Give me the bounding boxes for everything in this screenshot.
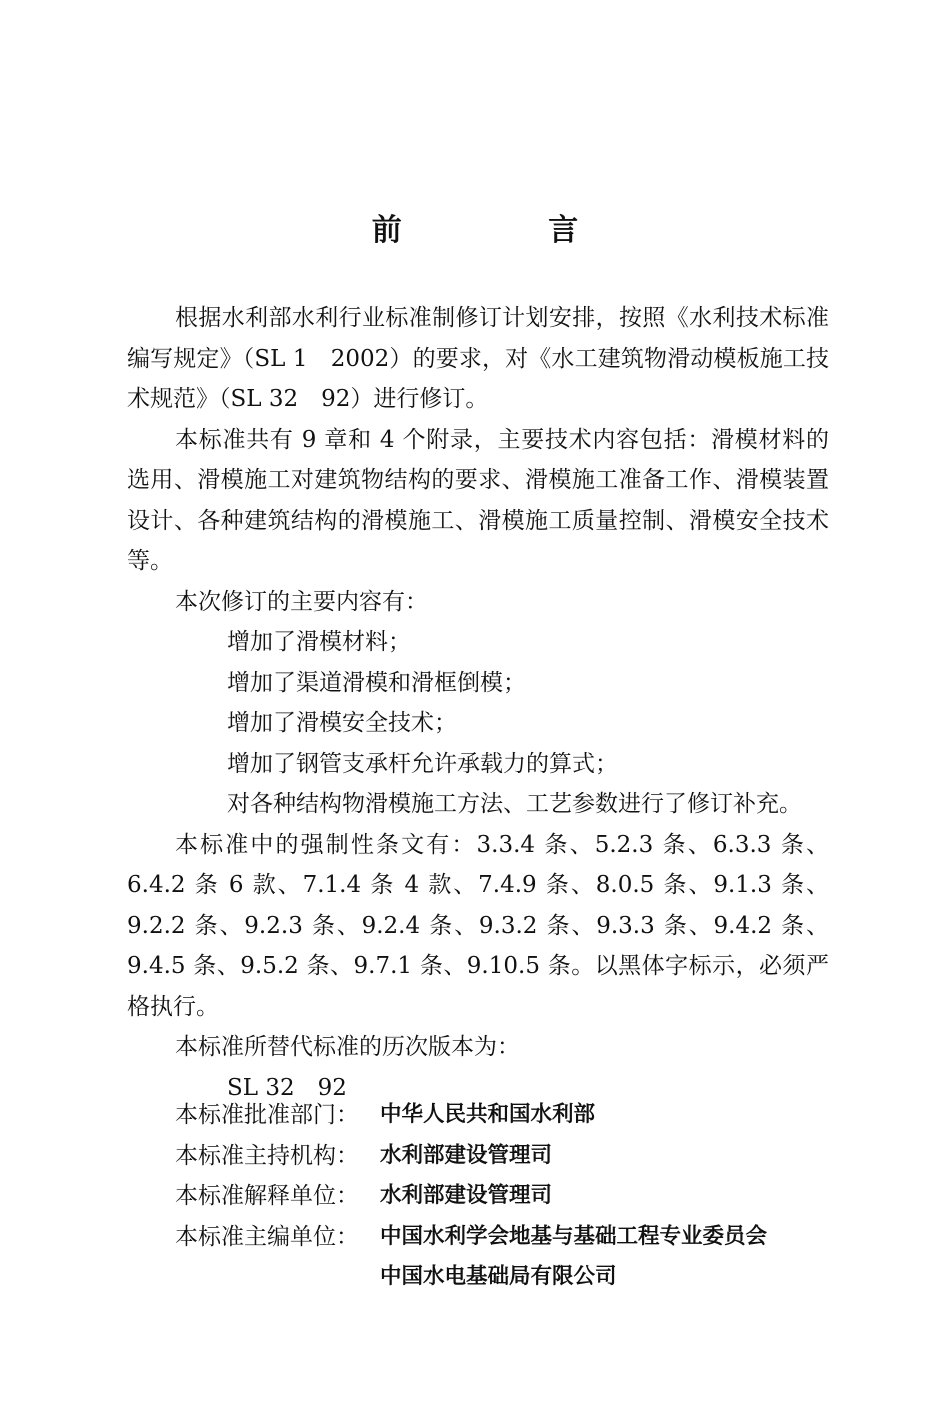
paragraph-revision-basis: 根据水利部水利行业标准制修订计划安排，按照《水利技术标准编写规定》（SL 1 2002）的要求，对《水工建筑物滑动模板施工技术规范》（SL 32 92）进行修订。 bbox=[127, 305, 829, 412]
info-label: 本标准主编单位： bbox=[175, 1223, 359, 1250]
paragraph-contents-summary: 本标准共有 9 章和 4 个附录，主要技术内容包括：滑模材料的选用、滑模施工对建筑物结构的要求、滑模施工准备工作、滑模装置设计、各种建筑结构的滑模施工、滑模施工质量控制、滑模安全技术等。 bbox=[127, 426, 829, 574]
info-row-host bbox=[175, 1136, 835, 1177]
revision-list bbox=[127, 622, 829, 825]
standard-info bbox=[175, 1095, 835, 1298]
info-value: 中华人民共和国水利部 bbox=[380, 1102, 596, 1127]
info-row-interpret bbox=[175, 1176, 835, 1217]
info-value: 水利部建设管理司 bbox=[380, 1183, 553, 1208]
preface-body bbox=[127, 298, 829, 1108]
paragraph-replaced-intro: 本标准所替代标准的历次版本为： bbox=[175, 1034, 520, 1060]
info-value: 中国水电基础局有限公司 bbox=[380, 1264, 617, 1289]
list-item: 对各种结构物滑模施工方法、工艺参数进行了修订补充。 bbox=[227, 791, 802, 817]
replaced-version: SL 32 92 bbox=[227, 1074, 347, 1101]
list-item: 增加了渠道滑模和滑框倒模； bbox=[227, 669, 526, 696]
editor-units bbox=[380, 1217, 767, 1298]
list-item: 增加了滑模安全技术； bbox=[227, 710, 457, 736]
list-item: 增加了钢管支承杆允许承载力的算式； bbox=[227, 750, 618, 777]
paragraph-revision-intro: 本次修订的主要内容有： bbox=[175, 588, 428, 615]
page-title: 前 言 bbox=[371, 213, 647, 248]
info-label: 本标准主持机构： bbox=[175, 1142, 359, 1169]
info-value: 中国水利学会地基与基础工程专业委员会 bbox=[380, 1223, 768, 1249]
list-item: 增加了滑模材料； bbox=[227, 629, 411, 655]
info-row-approval bbox=[175, 1095, 835, 1136]
info-value: 水利部建设管理司 bbox=[380, 1142, 553, 1168]
info-row-editor bbox=[175, 1217, 835, 1298]
paragraph-mandatory-clauses: 本标准中的强制性条文有：3.3.4 条、5.2.3 条、6.3.3 条、6.4.2 条 6 款、7.1.4 条 4 款、7.4.9 条、8.0.5 条、9.1.3 条、9.2.2 条、9.2.3 条、9.2.4 条、9.3.2 条、9.3.3 条、9.4.2 条、9.4.5 条、9.5.2 条、9.7.1 条、9.10.5 条。以黑体字标示，必须严格执行。 bbox=[127, 831, 829, 1020]
info-label: 本标准批准部门： bbox=[175, 1102, 359, 1128]
info-label: 本标准解释单位： bbox=[175, 1183, 359, 1209]
